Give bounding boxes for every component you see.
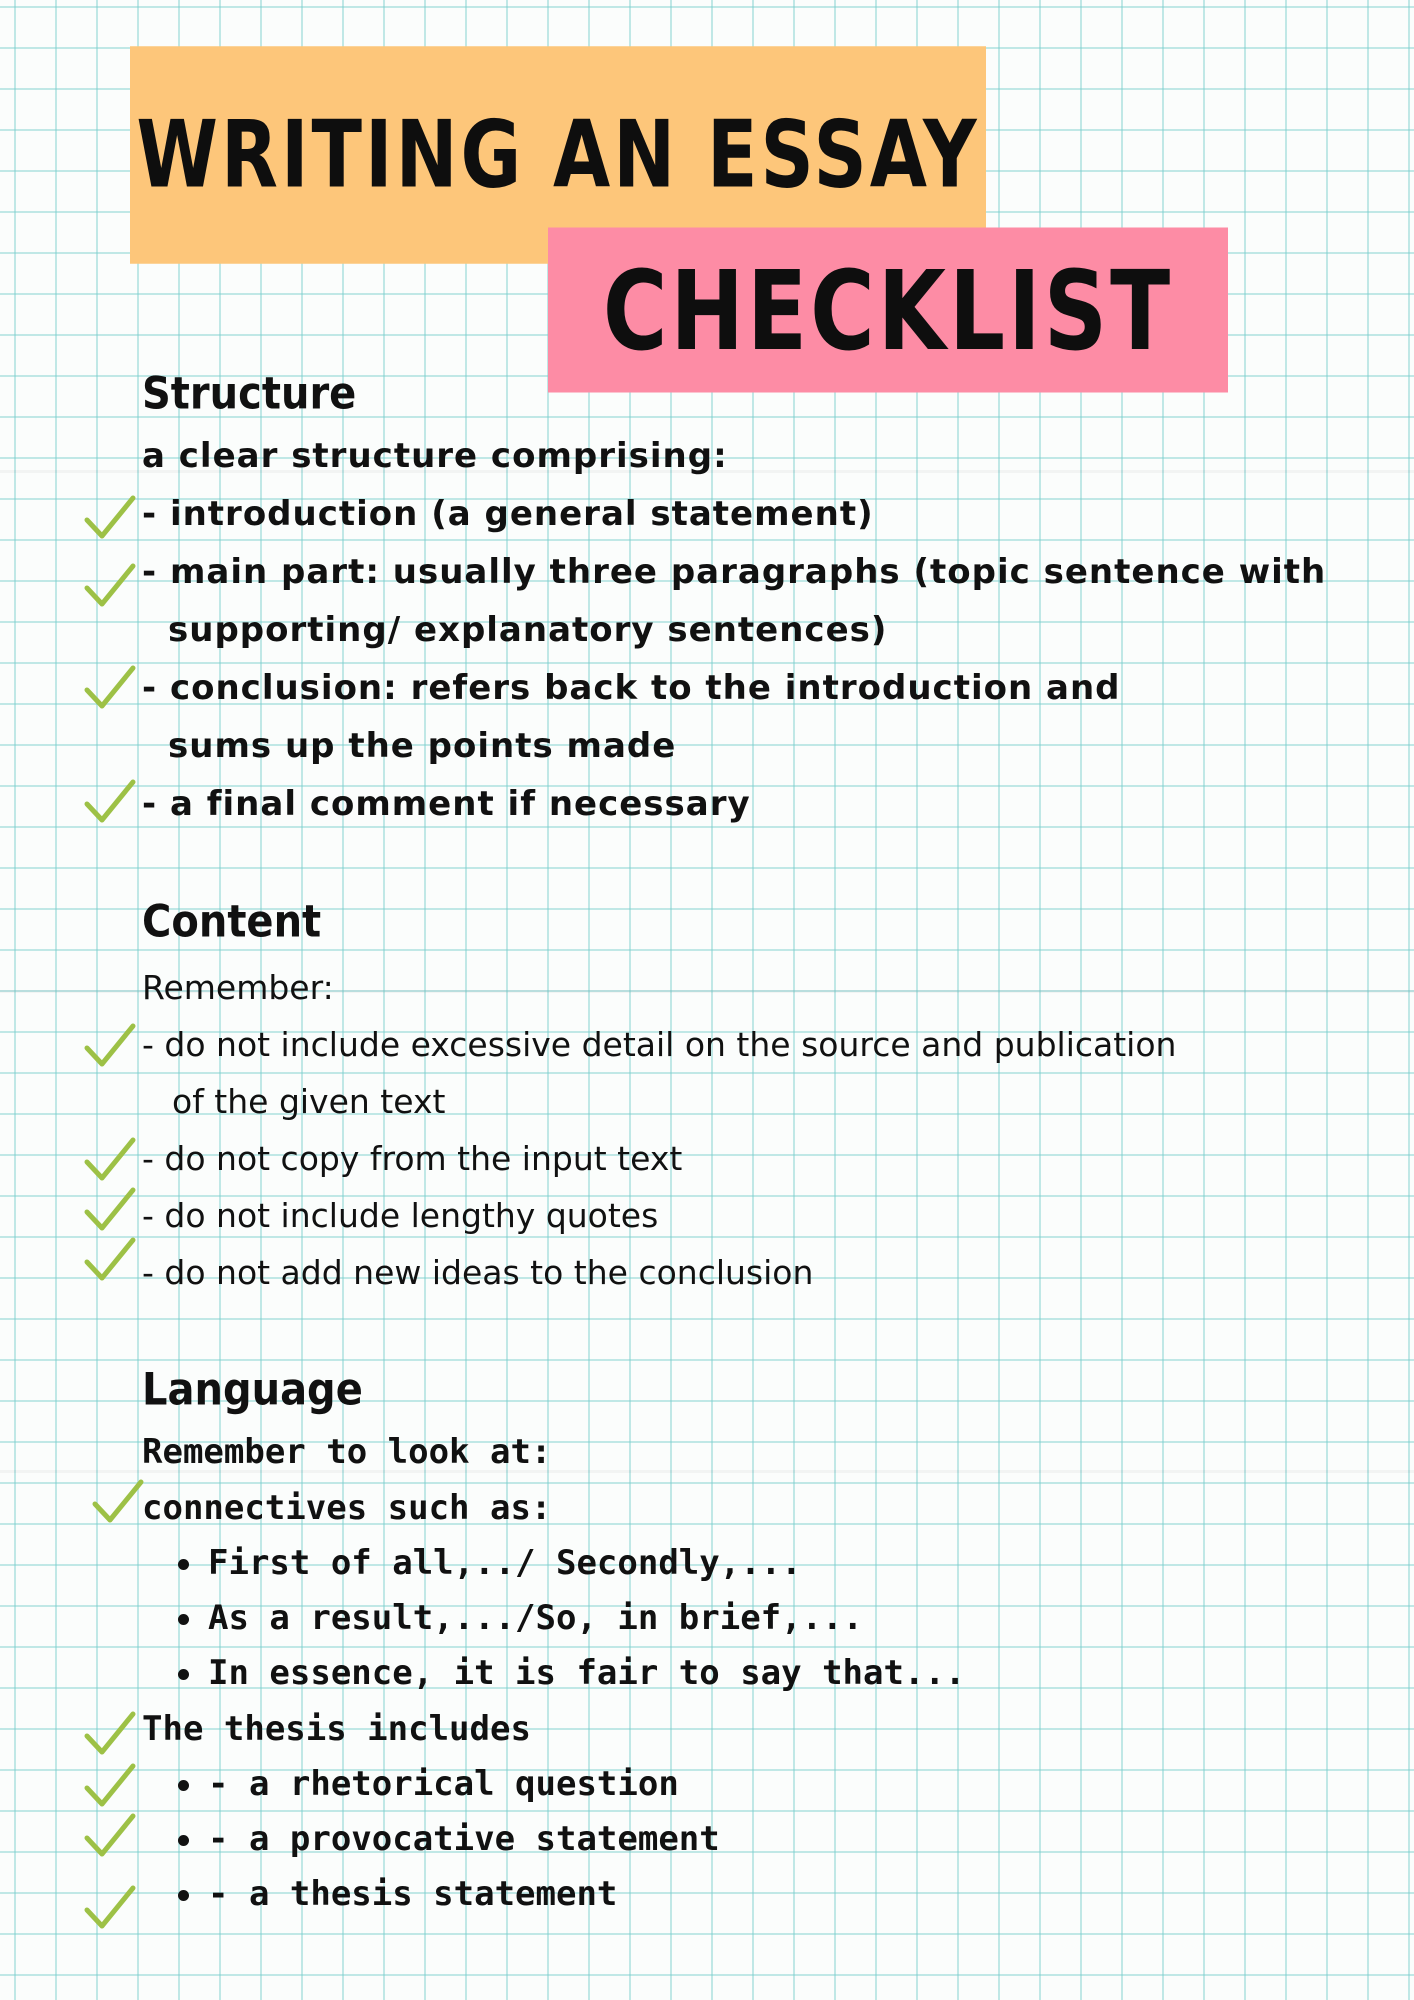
bullet-dot-icon xyxy=(178,1559,189,1570)
structure-item-main-part-cont: supporting/ explanatory sentences) xyxy=(168,610,888,650)
check-mark-icon xyxy=(84,1812,136,1860)
connective-item: As a result,.../So, in brief,... xyxy=(208,1598,864,1638)
structure-heading: Structure xyxy=(142,368,357,420)
check-mark-icon xyxy=(84,664,136,712)
check-mark-icon xyxy=(84,1236,136,1284)
check-mark-icon xyxy=(84,1186,136,1234)
check-mark-icon xyxy=(92,1478,144,1526)
structure-intro: a clear structure comprising: xyxy=(142,436,728,476)
check-mark-icon xyxy=(84,494,136,542)
bullet-dot-icon xyxy=(178,1614,189,1625)
content-item-excessive-detail: - do not include excessive detail on the source and publication xyxy=(142,1025,1177,1064)
connective-item: In essence, it is fair to say that... xyxy=(208,1653,966,1693)
language-heading: Language xyxy=(142,1364,363,1416)
structure-item-conclusion-cont: sums up the points made xyxy=(168,726,677,766)
content-intro: Remember: xyxy=(142,968,334,1007)
bullet-dot-icon xyxy=(178,1890,189,1901)
check-mark-icon xyxy=(84,1022,136,1070)
connective-item: First of all,../ Secondly,... xyxy=(208,1543,802,1583)
structure-item-final-comment: - a final comment if necessary xyxy=(142,784,751,824)
connectives-label: connectives such as: xyxy=(142,1488,552,1528)
structure-item-conclusion: - conclusion: refers back to the introduction and xyxy=(142,668,1121,708)
check-mark-icon xyxy=(84,1762,136,1810)
bullet-dot-icon xyxy=(178,1835,189,1846)
content-item-no-new-ideas: - do not add new ideas to the conclusion xyxy=(142,1253,814,1292)
content-item-excessive-detail-cont: of the given text xyxy=(172,1082,446,1121)
check-mark-icon xyxy=(84,778,136,826)
content-heading: Content xyxy=(142,896,322,948)
check-mark-icon xyxy=(84,562,136,610)
content-item-no-copy: - do not copy from the input text xyxy=(142,1139,683,1178)
check-mark-icon xyxy=(84,1136,136,1184)
bullet-dot-icon xyxy=(178,1669,189,1680)
thesis-label: The thesis includes xyxy=(142,1709,531,1749)
bullet-dot-icon xyxy=(178,1780,189,1791)
content-item-no-quotes: - do not include lengthy quotes xyxy=(142,1196,659,1235)
subtitle-banner xyxy=(548,228,1228,393)
structure-item-introduction: - introduction (a general statement) xyxy=(142,494,874,534)
thesis-item: - a thesis statement xyxy=(208,1874,618,1914)
subtitle-text: CHECKLIST xyxy=(602,245,1174,375)
check-mark-icon xyxy=(84,1710,136,1758)
title-text: WRITING AN ESSAY xyxy=(136,101,980,209)
thesis-item: - a rhetorical question xyxy=(208,1764,679,1804)
language-intro: Remember to look at: xyxy=(142,1432,552,1472)
structure-item-main-part: - main part: usually three paragraphs (topic sentence with xyxy=(142,552,1327,592)
check-mark-icon xyxy=(84,1884,136,1932)
thesis-item: - a provocative statement xyxy=(208,1819,720,1859)
